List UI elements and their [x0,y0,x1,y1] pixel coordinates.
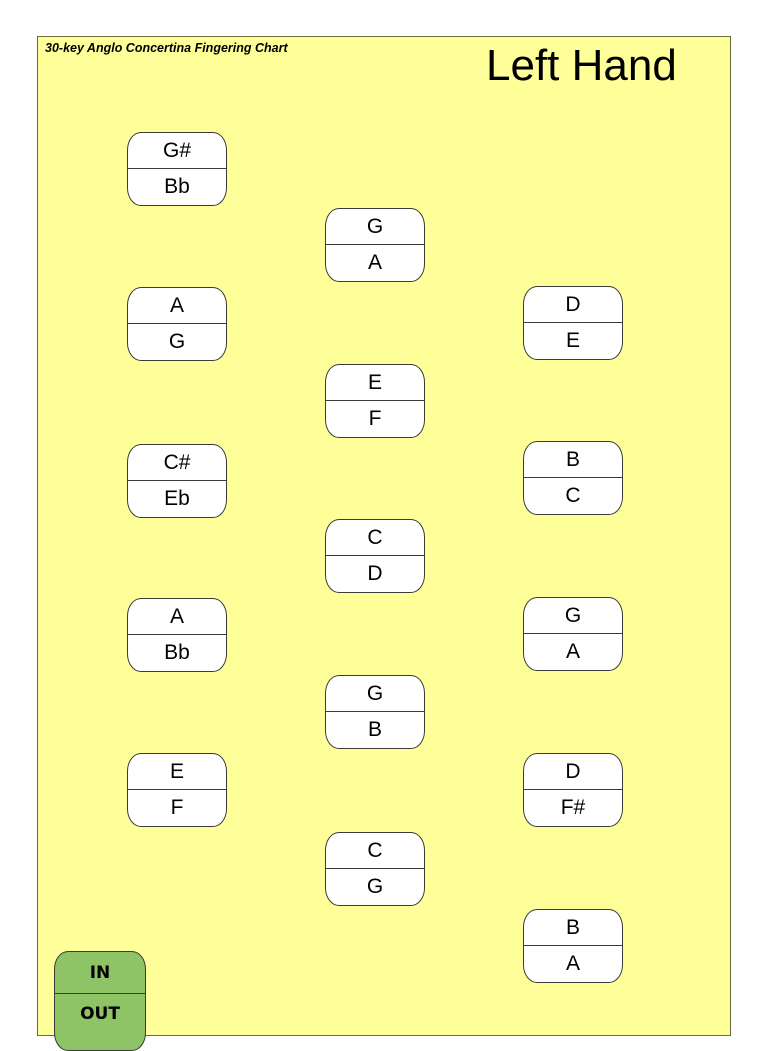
key-push-note: B [524,910,622,946]
key-pull-note: F [368,407,382,430]
key-push-note: E [326,365,424,401]
key-push-note: D [524,287,622,323]
key-pull-note: C [565,484,581,507]
key-pull-note: A [565,952,580,975]
key-col1-row1[interactable] [127,132,227,206]
key-pull-note: Bb [164,641,190,664]
key-col2-row3[interactable] [325,519,425,593]
key-pull-note: G [366,875,384,898]
key-col1-row4[interactable] [127,598,227,672]
legend-in-label: IN [55,952,145,994]
key-col2-row4[interactable] [325,675,425,749]
key-pull-note: Bb [164,175,190,198]
key-push-note: A [128,288,226,324]
key-push-note: G [326,209,424,245]
key-col2-row5[interactable] [325,832,425,906]
key-pull-note: D [367,562,383,585]
in-out-legend [54,951,146,1051]
key-push-note: G# [128,133,226,169]
key-pull-note: F# [560,796,586,819]
key-push-note: G [524,598,622,634]
key-pull-note: B [367,718,382,741]
key-pull-note: A [367,251,382,274]
chart-subtitle: 30-key Anglo Concertina Fingering Chart [45,41,288,55]
key-col3-row3[interactable] [523,597,623,671]
key-push-note: B [524,442,622,478]
key-push-note: D [524,754,622,790]
key-col1-row5[interactable] [127,753,227,827]
key-push-note: E [128,754,226,790]
chart-title: Left Hand [486,41,677,90]
legend-out-label: OUT [80,1004,120,1024]
key-col2-row2[interactable] [325,364,425,438]
key-pull-note: G [168,330,186,353]
key-col3-row4[interactable] [523,753,623,827]
key-col3-row5[interactable] [523,909,623,983]
key-pull-note: F [170,796,184,819]
key-push-note: A [128,599,226,635]
key-col3-row2[interactable] [523,441,623,515]
key-pull-note: Eb [164,487,190,510]
key-pull-note: A [565,640,580,663]
key-col2-row1[interactable] [325,208,425,282]
key-push-note: G [326,676,424,712]
key-pull-note: E [565,329,580,352]
key-push-note: C# [128,445,226,481]
key-push-note: C [326,833,424,869]
key-col1-row3[interactable] [127,444,227,518]
key-col3-row1[interactable] [523,286,623,360]
key-push-note: C [326,520,424,556]
key-col1-row2[interactable] [127,287,227,361]
